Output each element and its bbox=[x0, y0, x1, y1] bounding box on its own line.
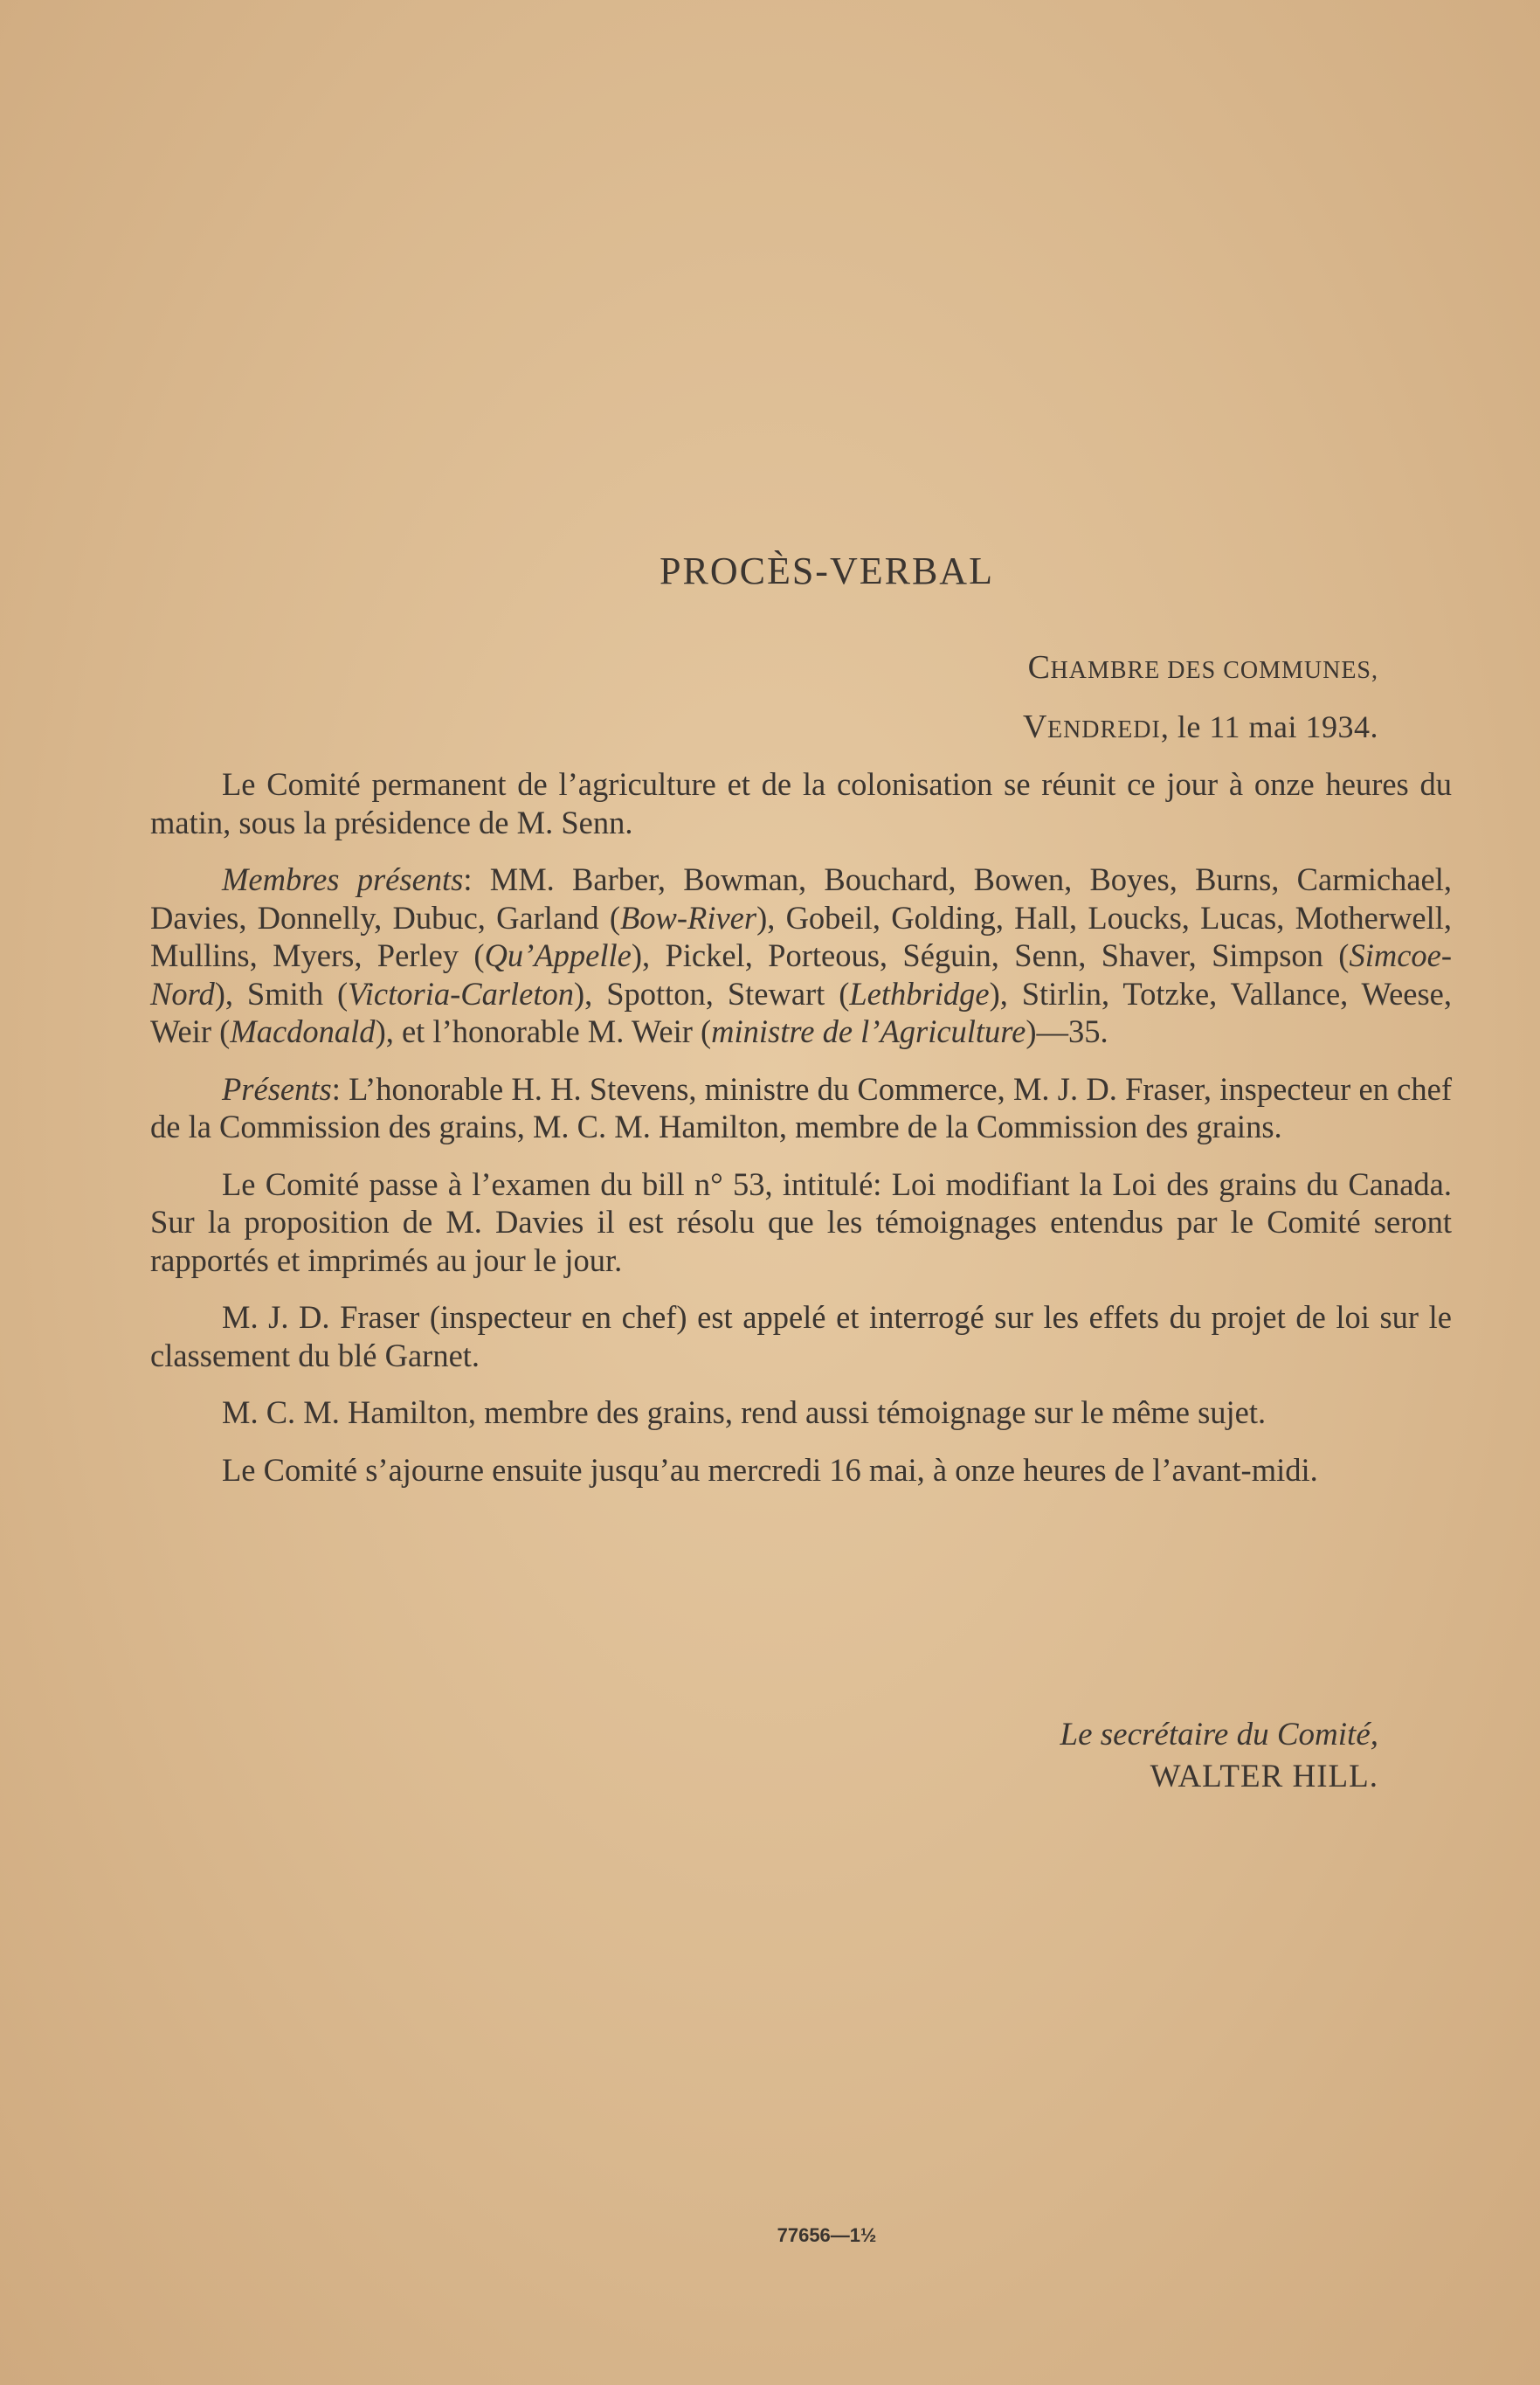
date-value: , le 11 mai 1934. bbox=[1160, 709, 1378, 744]
members-text-2: ), Gobeil, Golding, Hall, Loucks, Lucas, Motherwell, Mullins, Myers, Perley ( bbox=[150, 899, 1452, 973]
present-text: : L’honorable H. H. Stevens, ministre du Commerce, M. J. D. Fraser, inspecteur en chef de la Commission des grains, M. C. M. Hamilton, membre de la Commission des grains. bbox=[150, 1070, 1452, 1144]
members-text-6: ), Stirlin, Totzke, Vallance, Weese, Weir ( bbox=[150, 975, 1452, 1049]
members-text-4: ), Smith ( bbox=[214, 975, 349, 1012]
signature-name: WALTER HILL. bbox=[1150, 1759, 1378, 1794]
riding-2: Qu’Appelle bbox=[484, 937, 632, 973]
signature-block bbox=[1060, 1714, 1378, 1798]
date-initial: V bbox=[1023, 709, 1047, 745]
place-initial: C bbox=[1027, 649, 1051, 686]
members-text-7: ), et l’honorable M. Weir ( bbox=[375, 1013, 712, 1049]
riding-3: Simcoe-Nord bbox=[150, 937, 1452, 1012]
minutes-body bbox=[150, 765, 1452, 1508]
signature-role: Le secrétaire du Comité, bbox=[1060, 1717, 1378, 1752]
date-line bbox=[1023, 708, 1378, 746]
riding-7: ministre de l’Agriculture bbox=[711, 1013, 1026, 1049]
place-rest: HAMBRE DES COMMUNES, bbox=[1050, 657, 1378, 684]
riding-6: Macdonald bbox=[230, 1013, 376, 1049]
riding-1: Bow-River bbox=[620, 899, 757, 936]
riding-4: Victoria-Carleton bbox=[348, 975, 575, 1012]
paragraph-fraser: M. J. D. Fraser (inspecteur en chef) est appelé et interrogé sur les effets du projet de loi sur le classement du blé Garnet. bbox=[150, 1299, 1452, 1373]
paragraph-adjourn: Le Comité s’ajourne ensuite jusqu’au mercredi 16 mai, à onze heures de l’avant-midi. bbox=[222, 1451, 1318, 1488]
paragraph-opening: Le Comité permanent de l’agriculture et de la colonisation se réunit ce jour à onze heures du matin, sous la présidence de M. Senn. bbox=[150, 766, 1452, 840]
members-text-1: : MM. Barber, Bowman, Bouchard, Bowen, Boyes, Burns, Carmichael, Davies, Donnelly, Dubuc, Garland ( bbox=[150, 861, 1452, 936]
paragraph-members bbox=[150, 861, 1452, 1051]
members-label: Membres présents bbox=[222, 861, 464, 897]
print-code: 77656—1½ bbox=[777, 2224, 877, 2246]
riding-5: Lethbridge bbox=[849, 975, 990, 1012]
paragraph-hamilton: M. C. M. Hamilton, membre des grains, rend aussi témoignage sur le même sujet. bbox=[222, 1394, 1267, 1430]
paragraph-present bbox=[150, 1070, 1452, 1146]
date-weekday: ENDREDI bbox=[1046, 716, 1161, 743]
page-title: PROCÈS-VERBAL bbox=[660, 550, 994, 592]
members-text-5: ), Spotton, Stewart ( bbox=[574, 975, 850, 1012]
members-text-3: ), Pickel, Porteous, Séguin, Senn, Shaver, Simpson ( bbox=[631, 937, 1350, 973]
place-line bbox=[1028, 648, 1378, 687]
members-text-8: )—35. bbox=[1026, 1013, 1108, 1049]
paragraph-bill: Le Comité passe à l’examen du bill n° 53, intitulé: Loi modifiant la Loi des grains du Canada. Sur la proposition de M. Davies il est résolu que les témoignages entendus par le Comité seront rapportés et imprimés au jour le jour. bbox=[150, 1165, 1452, 1278]
present-label: Présents bbox=[222, 1070, 332, 1107]
